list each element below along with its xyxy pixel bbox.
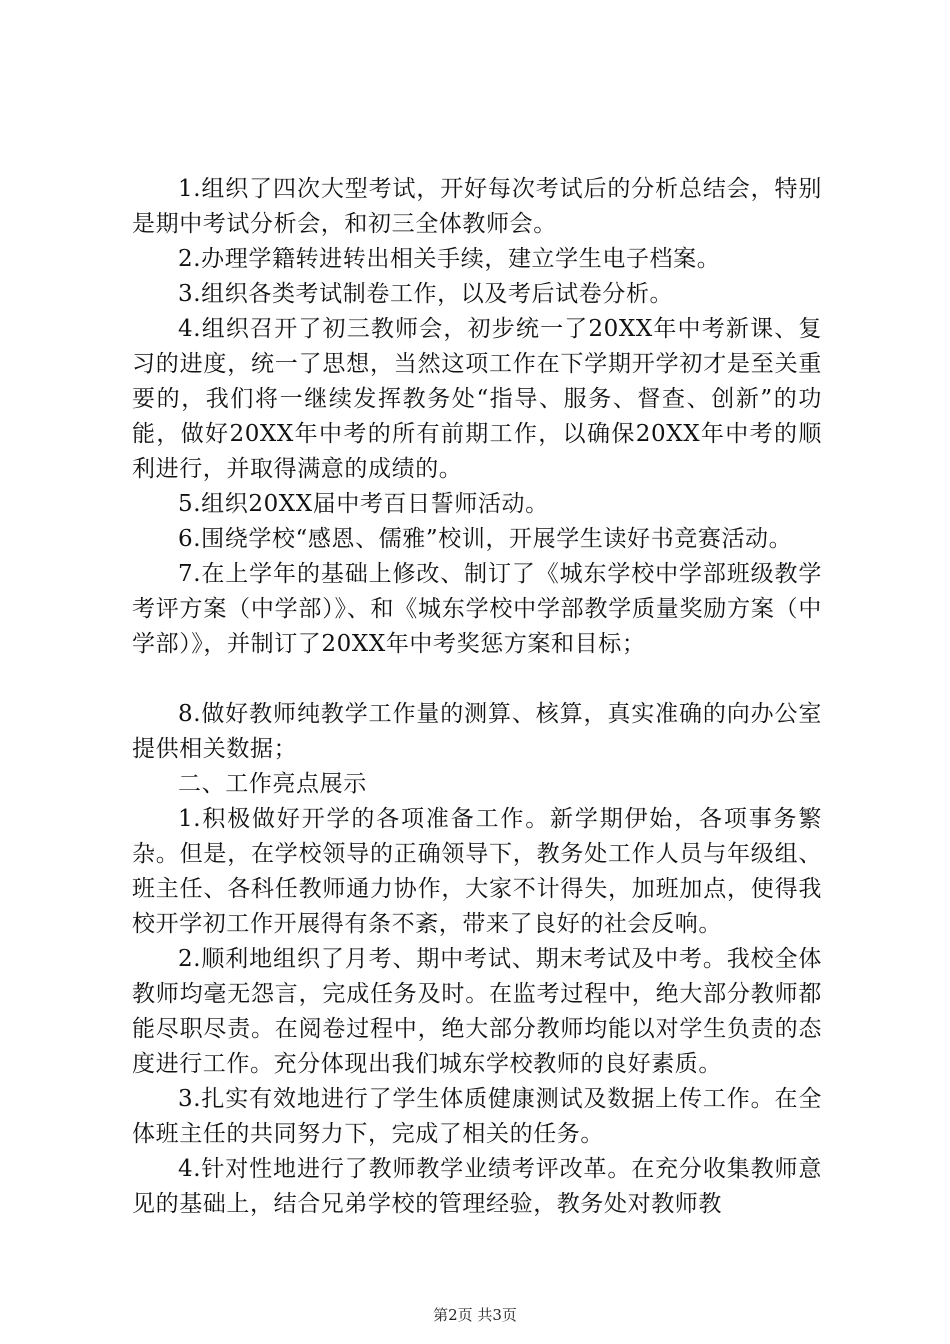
section-heading: 二、工作亮点展示 <box>178 771 367 797</box>
paragraph-item-4: 4.组织召开了初三教师会，初步统一了20XX年中考新课、复习的进度，统一了思想，当然这项工作在下学期开学初才是至关重要的，我们将一继续发挥教务处“指导、服务、督查、创新”的功能，做好20XX年中考的所有前期工作，以确保20XX年中考的顺利进行，并取得满意的成绩的。 <box>132 316 822 482</box>
paragraph-item-8: 8.做好教师纯教学工作量的测算、核算，真实准确的向办公室提供相关数据； <box>132 701 822 762</box>
paragraph-item-3: 3.组织各类考试制卷工作，以及考后试卷分析。 <box>178 281 674 307</box>
highlight-item-4: 4.针对性地进行了教师教学业绩考评改革。在充分收集教师意见的基础上，结合兄弟学校的管理经验，教务处对教师教 <box>132 1156 822 1217</box>
highlight-item-1: 1.积极做好开学的各项准备工作。新学期伊始，各项事务繁杂。但是，在学校领导的正确领导下，教务处工作人员与年级组、班主任、各科任教师通力协作，大家不计得失，加班加点，使得我校开学初工作开展得有条不紊，带来了良好的社会反响。 <box>132 806 822 937</box>
paragraph-item-6: 6.围绕学校“感恩、儒雅”校训，开展学生读好书竞赛活动。 <box>178 526 793 552</box>
paragraph-item-7: 7.在上学年的基础上修改、制订了《城东学校中学部班级教学考评方案（中学部）》、和《城东学校中学部教学质量奖励方案（中学部）》，并制订了20XX年中考奖惩方案和目标； <box>132 561 822 657</box>
paragraph-item-2: 2.办理学籍转进转出相关手续，建立学生电子档案。 <box>178 246 721 272</box>
highlight-item-3: 3.扎实有效地进行了学生体质健康测试及数据上传工作。在全体班主任的共同努力下，完成了相关的任务。 <box>132 1086 822 1147</box>
paragraph-item-1: 1.组织了四次大型考试，开好每次考试后的分析总结会，特别是期中考试分析会，和初三全体教师会。 <box>132 176 822 237</box>
document-body <box>132 172 822 1222</box>
highlight-item-2: 2.顺利地组织了月考、期中考试、期末考试及中考。我校全体教师均毫无怨言，完成任务及时。在监考过程中，绝大部分教师都能尽职尽责。在阅卷过程中，绝大部分教师均能以对学生负责的态度进行工作。充分体现出我们城东学校教师的良好素质。 <box>132 946 822 1077</box>
page-number-footer: 第2页 共3页 <box>433 1306 517 1324</box>
paragraph-item-5: 5.组织20XX届中考百日誓师活动。 <box>178 491 549 517</box>
blank-line <box>132 662 822 697</box>
